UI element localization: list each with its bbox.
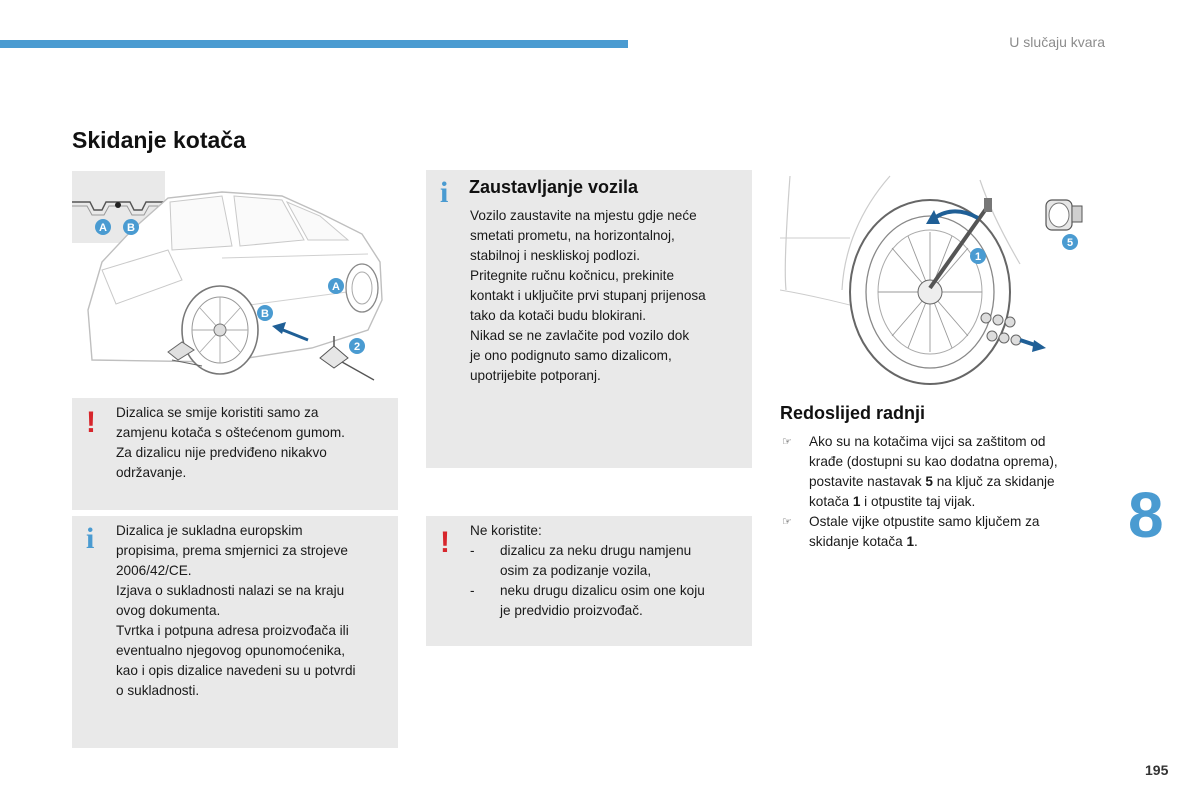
svg-text:B: B — [127, 222, 135, 234]
list-item: - neku drugu dizalicu osim one koju je predvidio proizvođač. — [470, 581, 746, 621]
text-line: zamjenu kotača s oštećenom gumom. — [116, 425, 345, 440]
header-accent-bar — [0, 40, 628, 48]
svg-text:A: A — [99, 222, 107, 234]
text-line: o sukladnosti. — [116, 683, 200, 698]
callout-2 — [349, 338, 365, 354]
info-icon: i — [86, 522, 95, 555]
exclamation-icon: ! — [440, 526, 450, 559]
callout-a-car — [328, 278, 344, 294]
stopping-heading: Zaustavljanje vozila — [469, 177, 639, 197]
text-line: Dizalica se smije koristiti samo za — [116, 405, 319, 420]
pointing-hand-icon: ☞ — [782, 436, 792, 448]
text-line: Nikad se ne zavlačite pod vozilo dok — [470, 328, 690, 343]
callout-b-car — [257, 305, 273, 321]
text-line: kontakt i uključite prvi stupanj prijenosa — [470, 288, 706, 303]
text-line: stabilnoj i neskliskoj podlozi. — [470, 248, 641, 263]
text-line: održavanje. — [116, 465, 187, 480]
info-box-jack-conformity — [72, 516, 398, 748]
text-line: eventualno njegovog opunomoćenika, — [116, 643, 346, 658]
svg-text:2: 2 — [353, 341, 361, 353]
page-number: 195 — [1145, 762, 1169, 778]
text-line: upotrijebite potporanj. — [470, 368, 601, 383]
text-line: Dizalica je sukladna europskim — [116, 523, 303, 538]
text-line: Pritegnite ručnu kočnicu, prekinite — [470, 268, 675, 283]
list-item: ☞ Ako su na kotačima vijci sa zaštitom od krađe (dostupni su kao dodatna oprema), postavite nastavak 5 na ključ za skidanje kotača 1 i otpustite taj vijak. — [782, 434, 1058, 509]
car-jack-illustration — [72, 170, 392, 385]
list-item: ☞ Ostale vijke otpustite samo ključem za skidanje kotača 1. — [782, 514, 1040, 549]
warning-jack-text — [116, 403, 392, 483]
chapter-number: 8 — [1128, 479, 1164, 551]
info-jack-text — [116, 521, 392, 701]
list-item: - dizalicu za neku drugu namjenu osim za podizanje vozila, — [470, 541, 746, 581]
text-line: kao i opis dizalice navedeni su u potvrdi — [116, 663, 356, 678]
text-line: je ono podignuto samo dizalicom, — [470, 348, 672, 363]
callout-1 — [970, 248, 986, 264]
callout-5 — [1062, 234, 1078, 250]
text-line: ovog dokumenta. — [116, 603, 221, 618]
stopping-text — [470, 206, 746, 386]
text-line: 2006/42/CE. — [116, 563, 192, 578]
text-line: Izjava o sukladnosti nalazi se na kraju — [116, 583, 345, 598]
info-icon: i — [440, 176, 449, 209]
procedure-heading: Redoslijed radnji — [780, 403, 926, 423]
procedure-steps — [780, 432, 1100, 552]
svg-text:B: B — [261, 308, 269, 320]
text-line: Za dizalicu nije predviđeno nikakvo — [116, 445, 327, 460]
wheel-wrench-illustration — [780, 170, 1100, 385]
warning-box-jack-usage — [72, 398, 398, 510]
text-line: Ne koristite: — [470, 523, 542, 538]
text-line: Vozilo zaustavite na mjestu gdje neće — [470, 208, 697, 223]
page-title: Skidanje kotača — [72, 127, 246, 153]
text-line: smetati prometu, na horizontalnoj, — [470, 228, 675, 243]
exclamation-icon: ! — [86, 406, 96, 439]
svg-text:1: 1 — [974, 251, 982, 263]
svg-text:5: 5 — [1066, 237, 1074, 249]
text-line: tako da kotači budu blokirani. — [470, 308, 647, 323]
svg-text:A: A — [332, 281, 340, 293]
callout-a-inset — [95, 219, 111, 235]
pointing-hand-icon: ☞ — [782, 516, 792, 528]
do-not-use-list — [470, 541, 746, 621]
text-line: Tvrtka i potpuna adresa proizvođača ili — [116, 623, 349, 638]
section-name: U slučaju kvara — [1009, 34, 1105, 50]
do-not-use-text — [470, 521, 746, 621]
info-box-stopping-vehicle — [426, 170, 752, 468]
warning-box-do-not-use — [426, 516, 752, 646]
text-line: propisima, prema smjernici za strojeve — [116, 543, 348, 558]
callout-b-inset — [123, 219, 139, 235]
